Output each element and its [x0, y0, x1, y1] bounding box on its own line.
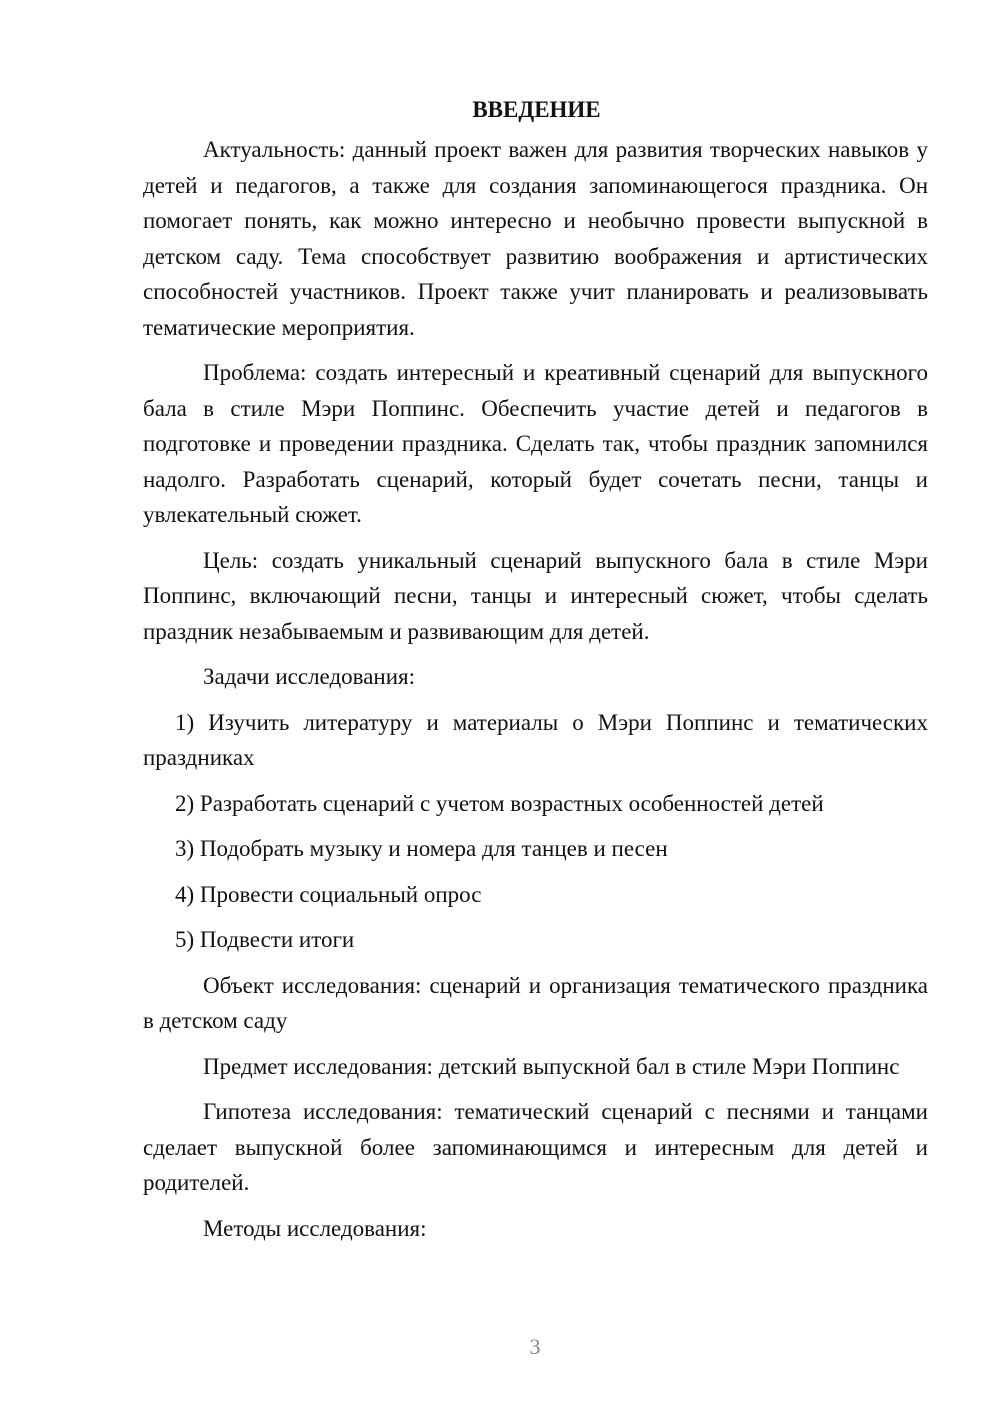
problem-paragraph: Проблема: создать интересный и креативный сценарий для выпускного бала в стиле Мэри Поппинс. Обеспечить участие детей и педагогов в подготовке и проведении праздника. Сделать так, чтобы праздник запомнился надолго. Разработать сценарий, который будет сочетать песни, танцы и увлекательный сюжет.	[143, 360, 928, 527]
tasks-heading: Задачи исследования:	[203, 664, 416, 689]
object-paragraph: Объект исследования: сценарий и организация тематического праздника в детском саду	[143, 972, 928, 1033]
task-item-2: 2) Разработать сценарий с учетом возрастных особенностей детей	[175, 790, 824, 816]
document-page	[143, 92, 928, 1256]
task-item-1: 1) Изучить литературу и материалы о Мэри Поппинс и тематических праздниках	[143, 709, 928, 770]
task-item-3: 3) Подобрать музыку и номера для танцев и песен	[175, 836, 668, 861]
relevance-paragraph: Актуальность: данный проект важен для развития творческих навыков у детей и педагогов, а также для создания запоминающегося праздника. Он помогает понять, как можно интересно и необычно провести выпускной в детском саду. Тема способствует развитию воображения и артистических способностей участников. Проект также учит планировать и реализовывать тематические мероприятия.	[143, 137, 928, 340]
methods-heading: Методы исследования:	[203, 1215, 427, 1241]
task-item-4: 4) Провести социальный опрос	[175, 881, 482, 907]
subject-paragraph: Предмет исследования: детский выпускной бал в стиле Мэри Поппинс	[203, 1053, 900, 1079]
page-title: ВВЕДЕНИЕ	[472, 97, 601, 122]
page-number: 3	[529, 1334, 541, 1359]
goal-paragraph: Цель: создать уникальный сценарий выпускного бала в стиле Мэри Поппинс, включающий песни, танцы и интересный сюжет, чтобы сделать праздник незабываемым и развивающим для детей.	[143, 547, 928, 644]
hypothesis-paragraph: Гипотеза исследования: тематический сценарий с песнями и танцами сделает выпускной более запоминающимся и интересным для детей и родителей.	[143, 1099, 928, 1195]
task-item-5: 5) Подвести итоги	[175, 927, 355, 952]
